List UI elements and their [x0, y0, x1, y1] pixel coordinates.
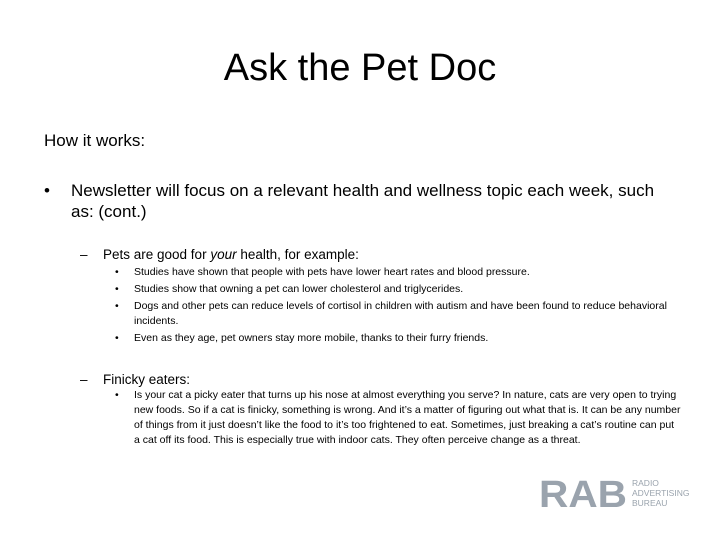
bullet-icon: •	[115, 332, 119, 344]
list-item-text: Studies show that owning a pet can lower cholesterol and triglycerides.	[134, 283, 464, 295]
logo-line3: BUREAU	[632, 498, 668, 508]
bullet-icon: •	[115, 266, 119, 278]
bullet-icon: •	[115, 283, 119, 295]
list-item-text: Studies have shown that people with pets have lower heart rates and blood pressure.	[134, 266, 530, 278]
intro-text: How it works:	[44, 131, 146, 150]
list-item-text: Dogs and other pets can reduce levels of cortisol in children with autism and have been found to reduce behavioral incidents.	[134, 300, 667, 327]
list-item-text: Is your cat a picky eater that turns up his nose at almost everything you serve? In nature, cats are very open to trying new foods. So if a cat is finicky, something is wrong. And it’s a matter of figuring out what that is. It can be any number of things from it just doesn’t like the food to it’s too frightened to eat. Sometimes, just breaking a cat’s routine can put a cat off its food. This is especially true with indoor cats. They often perceive change as a threat.	[134, 389, 681, 446]
logo-mark: RAB	[539, 474, 627, 516]
dash-icon: –	[80, 372, 88, 387]
logo-line1: RADIO	[632, 478, 659, 488]
list-item-text: Even as they age, pet owners stay more mobile, thanks to their furry friends.	[134, 332, 489, 344]
section-finicky-eaters-heading: Finicky eaters:	[103, 372, 191, 387]
heading-prefix: Pets are good for	[103, 247, 211, 262]
bullet-icon: •	[44, 181, 50, 200]
heading-suffix: health, for example:	[236, 247, 359, 262]
main-bullet-text: Newsletter will focus on a relevant health and wellness topic each week, such as: (cont.)	[71, 181, 655, 221]
bullet-icon: •	[115, 389, 119, 401]
heading-emphasis: your	[210, 247, 237, 262]
slide-title: Ask the Pet Doc	[223, 47, 497, 89]
bullet-icon: •	[115, 300, 119, 312]
rab-logo	[539, 474, 690, 516]
section-pets-health-heading	[103, 247, 359, 263]
logo-line2: ADVERTISING	[632, 488, 690, 498]
dash-icon: –	[80, 247, 88, 262]
